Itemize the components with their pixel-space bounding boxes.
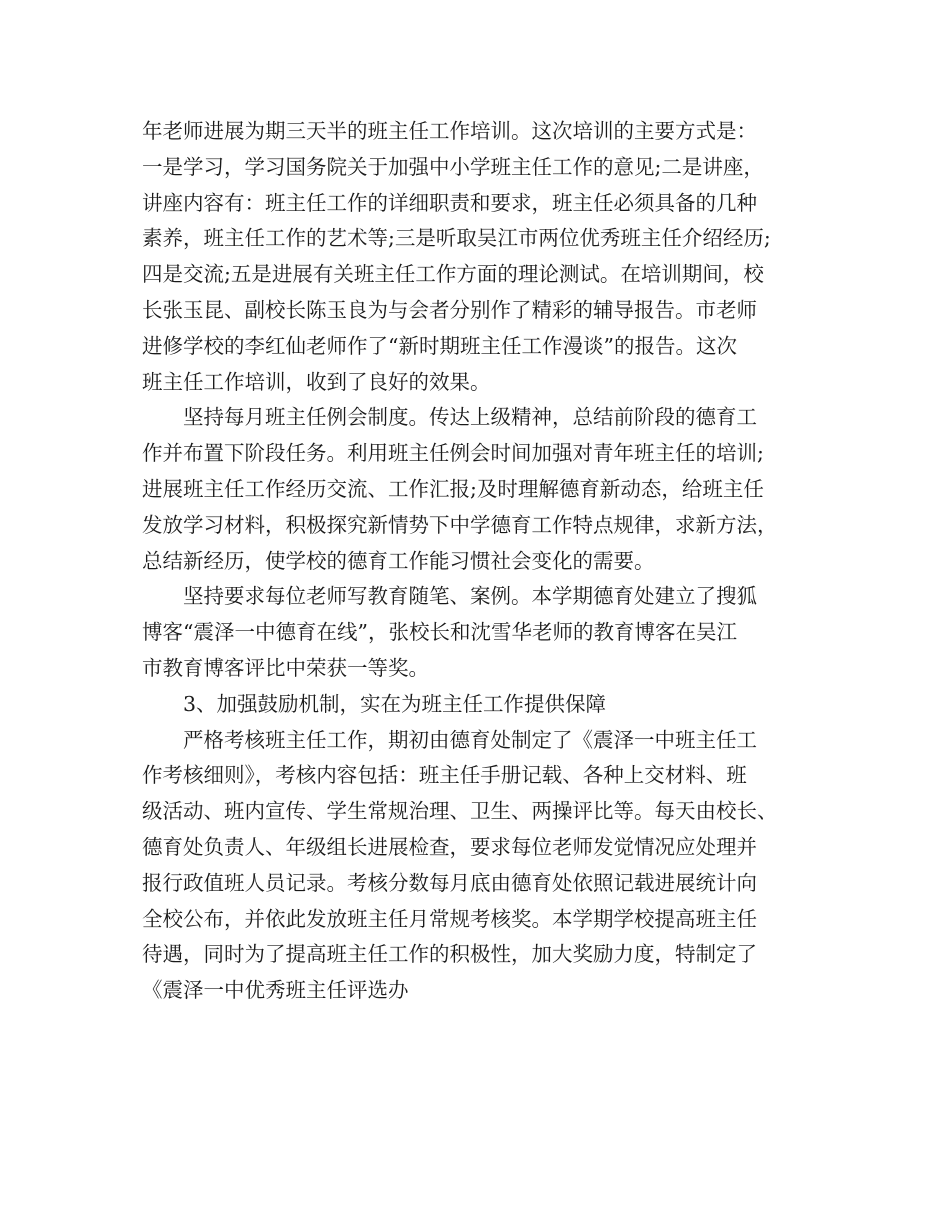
text-line: 长张玉昆、副校长陈玉良为与会者分别作了精彩的辅导报告。市老师: [142, 297, 757, 322]
text-line: 进展班主任工作经历交流、工作汇报;及时理解德育新动态，给班主任: [142, 476, 764, 501]
text-line: 作考核细则》，考核内容包括：班主任手册记载、各种上交材料、班: [142, 763, 747, 788]
paragraph-first-line: 严格考核班主任工作，期初由德育处制定了《震泽一中班主任工: [183, 727, 757, 752]
section-heading: 3、加强鼓励机制，实在为班主任工作提供保障: [183, 691, 607, 716]
text-line: 总结新经历，使学校的德育工作能习惯社会变化的需要。: [142, 548, 655, 573]
paragraph-first-line: 坚持要求每位老师写教育随笔、案例。本学期德育处建立了搜狐: [183, 584, 757, 609]
text-line: 作并布置下阶段任务。利用班主任例会时间加强对青年班主任的培训;: [142, 441, 764, 466]
text-line: 素养，班主任工作的艺术等;三是听取吴江市两位优秀班主任介绍经历;: [142, 226, 771, 251]
text-line: 市教育博客评比中荣获一等奖。: [142, 655, 429, 680]
text-line: 一是学习，学习国务院关于加强中小学班主任工作的意见;二是讲座，: [142, 154, 764, 179]
text-line: 年老师进展为期三天半的班主任工作培训。这次培训的主要方式是：: [142, 119, 757, 143]
text-line: 发放学习材料，积极探究新情势下中学德育工作特点规律，求新方法，: [142, 512, 778, 537]
text-line: 报行政值班人员记录。考核分数每月底由德育处依照记载进展统计向: [142, 870, 757, 895]
text-line: 四是交流;五是进展有关班主任工作方面的理论测试。在培训期间，校: [142, 262, 764, 287]
text-line: 班主任工作培训，收到了良好的效果。: [142, 369, 491, 394]
text-line: 待遇，同时为了提高班主任工作的积极性，加大奖励力度，特制定了: [142, 942, 757, 967]
document-body: [142, 114, 826, 1009]
text-line: 讲座内容有：班主任工作的详细职责和要求，班主任必须具备的几种: [142, 190, 757, 215]
paragraph-first-line: 坚持每月班主任例会制度。传达上级精神，总结前阶段的德育工: [183, 405, 757, 430]
text-line: 德育处负责人、年级组长进展检查，要求每位老师发觉情况应处理并: [142, 834, 757, 859]
text-line: 《震泽一中优秀班主任评选办: [142, 978, 409, 1003]
text-line: 进修学校的李红仙老师作了“新时期班主任工作漫谈”的报告。这次: [142, 333, 737, 358]
text-line: 全校公布，并依此发放班主任月常规考核奖。本学期学校提高班主任: [142, 906, 757, 931]
text-line: 博客“震泽一中德育在线”，张校长和沈雪华老师的教育博客在吴江: [142, 620, 737, 645]
text-line: 级活动、班内宣传、学生常规治理、卫生、两操评比等。每天由校长、: [142, 799, 778, 824]
